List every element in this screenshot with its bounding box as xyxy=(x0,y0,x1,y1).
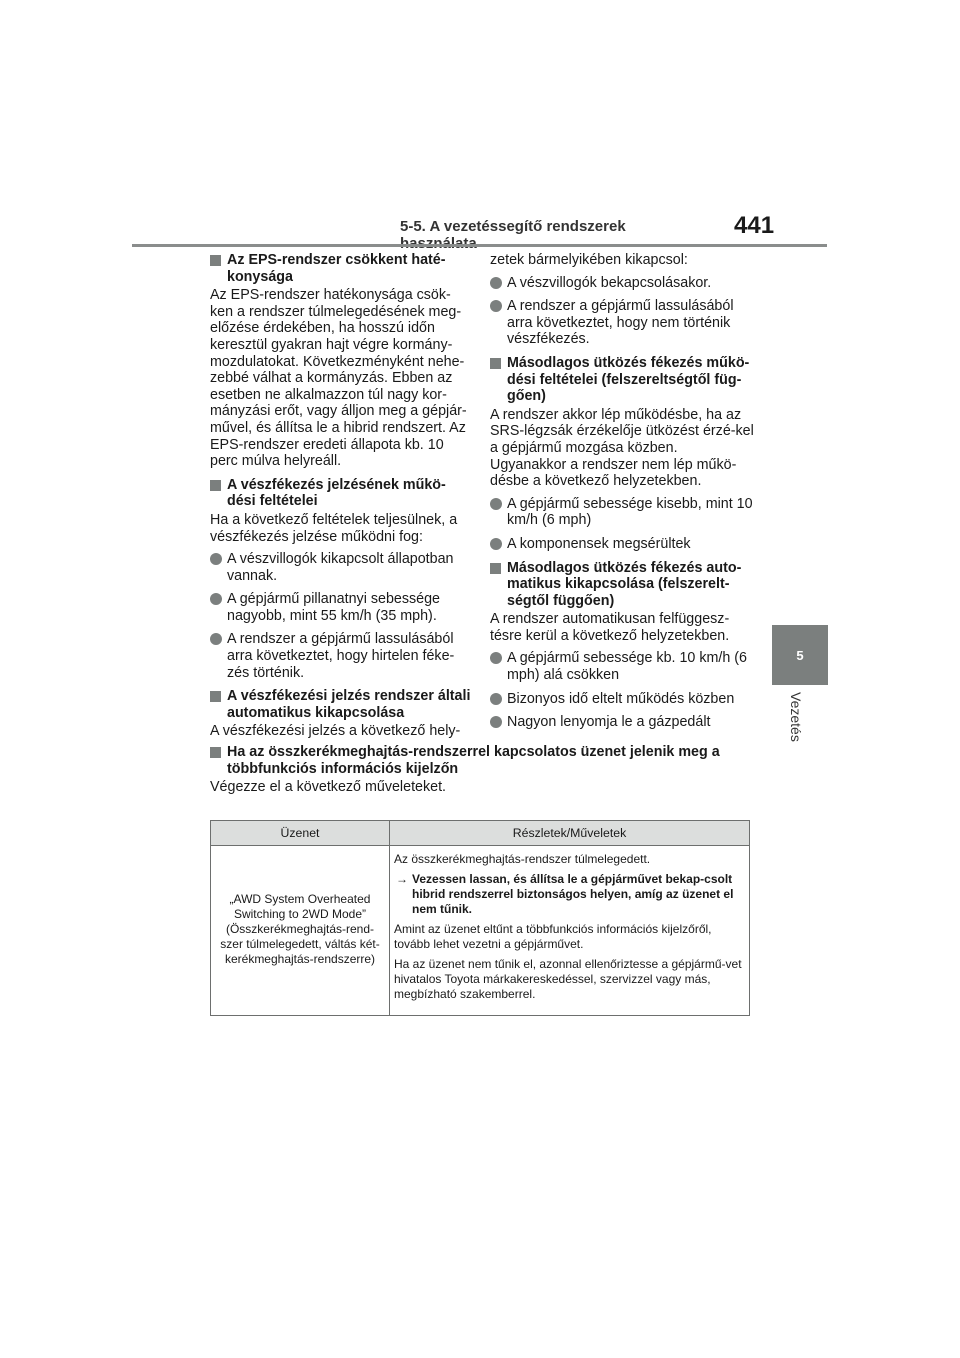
bullet-icon xyxy=(490,538,502,550)
paragraph: Ha a következő feltételek teljesülnek, a vészfékezés jelzése működni fog: xyxy=(210,511,458,545)
bullet-icon xyxy=(490,693,502,705)
bullet-item: A vészvillogók kikapcsolt állapotban vannak. xyxy=(210,551,472,584)
section-heading: Ha az összkerékmeghajtás-rendszerrel kapcsolatos üzenet jelenik meg a többfunkciós információs kijelzőn xyxy=(210,744,755,777)
section-emergency-signal xyxy=(210,477,472,682)
detail-text: Az összkerékmeghajtás-rendszer túlmelegedett. xyxy=(394,852,651,866)
column-header-message: Üzenet xyxy=(211,821,390,846)
message-cell: „AWD System Overheated Switching to 2WD Mode” (Összkerékmeghajtás-rend-szer túlmelegedett, váltás két-kerékmeghajtás-rendszerre) xyxy=(211,846,390,1016)
bullet-icon xyxy=(210,593,222,605)
bullet-item: A komponensek megsérültek xyxy=(490,536,755,553)
detail-text: Amint az üzenet eltűnt a többfunkciós információs kijelzőről, tovább lehet vezetni a gépjárművet. xyxy=(394,922,712,951)
section-heading: Másodlagos ütközés fékezés auto-matikus kikapcsolása (felszerelt-ségtől függően) xyxy=(490,560,755,610)
bullet-icon xyxy=(490,300,502,312)
detail-action xyxy=(394,872,745,917)
section-heading: Az EPS-rendszer csökkent haté-konysága xyxy=(210,252,472,285)
section-heading: Másodlagos ütközés fékezés műkö-dési feltételei (felszereltségtől füg-gően) xyxy=(490,355,755,405)
section-secondary-collision xyxy=(490,355,755,553)
bullet-item: A gépjármű sebessége kb. 10 km/h (6 mph) alá csökken xyxy=(490,650,755,683)
paragraph: A rendszer akkor lép működésbe, ha az SRS-légzsák érzékelője ütközést érzé-kel a gépjármű mozgása közben. Ugyanakkor a rendszer nem lép műkö-désbe a következő helyzetekben. xyxy=(490,406,754,490)
paragraph: Végezze el a következő műveleteket. xyxy=(210,779,447,796)
bullet-item: Nagyon lenyomja le a gázpedált xyxy=(490,714,755,731)
left-column xyxy=(210,252,472,747)
page-number: 441 xyxy=(734,212,775,239)
running-header: 5-5. A vezetéssegítő rendszerek xyxy=(400,218,626,235)
table-row xyxy=(211,846,750,1016)
detail-action-text: Vezessen lassan, és állítsa le a gépjárművet bekap-csolt hibrid rendszerrel biztonságos helyen, amíg az üzenet el nem tűnik. xyxy=(412,872,734,916)
bullet-icon xyxy=(210,553,222,565)
bullet-item: A rendszer a gépjármű lassulásából arra következtet, hogy hirtelen féke-zés történik. xyxy=(210,631,472,681)
bullet-icon xyxy=(490,277,502,289)
bullet-icon xyxy=(210,633,222,645)
paragraph: A rendszer automatikusan felfüggesz-tésre kerül a következő helyzetekben. xyxy=(490,611,730,644)
section-awd-message xyxy=(210,744,755,802)
column-header-details: Részletek/Műveletek xyxy=(390,821,750,846)
details-cell xyxy=(390,846,750,1016)
section-heading: A vészfékezési jelzés rendszer általi automatikus kikapcsolása xyxy=(210,688,472,721)
section-eps xyxy=(210,252,472,470)
paragraph: Az EPS-rendszer hatékonysága csök-ken a rendszer túlmelegedésének meg-előzése érdekében, ha hosszú időn keresztül gyakran hajt végre kormány-mozdulatokat. Következményként nehe-zebbé válhat a kormányzás. Ebben az esetben ne alkalmazzon túl nagy kor-mányzási erőt, vagy álljon meg a gépjár-művel, és állítsa le a hibrid rendszert. Az EPS-rendszer eredeti állapota kb. 10 perc múlva helyreáll. xyxy=(210,287,467,470)
message-table xyxy=(210,820,750,1016)
chapter-label: Vezetés xyxy=(788,692,804,742)
bullet-item: A rendszer a gépjármű lassulásából arra következtet, hogy nem történik vészfékezés. xyxy=(490,298,755,348)
bullet-item: Bizonyos idő eltelt működés közben xyxy=(490,691,755,708)
paragraph: A vészfékezési jelzés a következő hely- xyxy=(210,723,461,740)
right-column xyxy=(490,252,755,738)
arrow-right-icon: → xyxy=(396,872,408,886)
header-rule xyxy=(132,244,827,247)
bullet-icon xyxy=(490,652,502,664)
section-heading: A vészfékezés jelzésének műkö-dési feltételei xyxy=(210,477,472,510)
detail-text: Ha az üzenet nem tűnik el, azonnal ellenőriztesse a gépjármű-vet hivatalos Toyota márkakereskedéssel, szervizzel vagy más, megbízható szakemberrel. xyxy=(394,957,742,1001)
bullet-icon xyxy=(490,716,502,728)
table-header-row xyxy=(211,821,750,846)
section-signal-off xyxy=(210,688,472,740)
chapter-tab: 5 xyxy=(772,625,828,685)
bullet-icon xyxy=(490,498,502,510)
bullet-item: A gépjármű pillanatnyi sebessége nagyobb, mint 55 km/h (35 mph). xyxy=(210,591,472,624)
bullet-item: A gépjármű sebessége kisebb, mint 10 km/h (6 mph) xyxy=(490,496,755,529)
section-secondary-collision-off xyxy=(490,560,755,731)
paragraph-continuation: zetek bármelyikében kikapcsol: xyxy=(490,252,688,268)
bullet-item: A vészvillogók bekapcsolásakor. xyxy=(490,275,755,292)
